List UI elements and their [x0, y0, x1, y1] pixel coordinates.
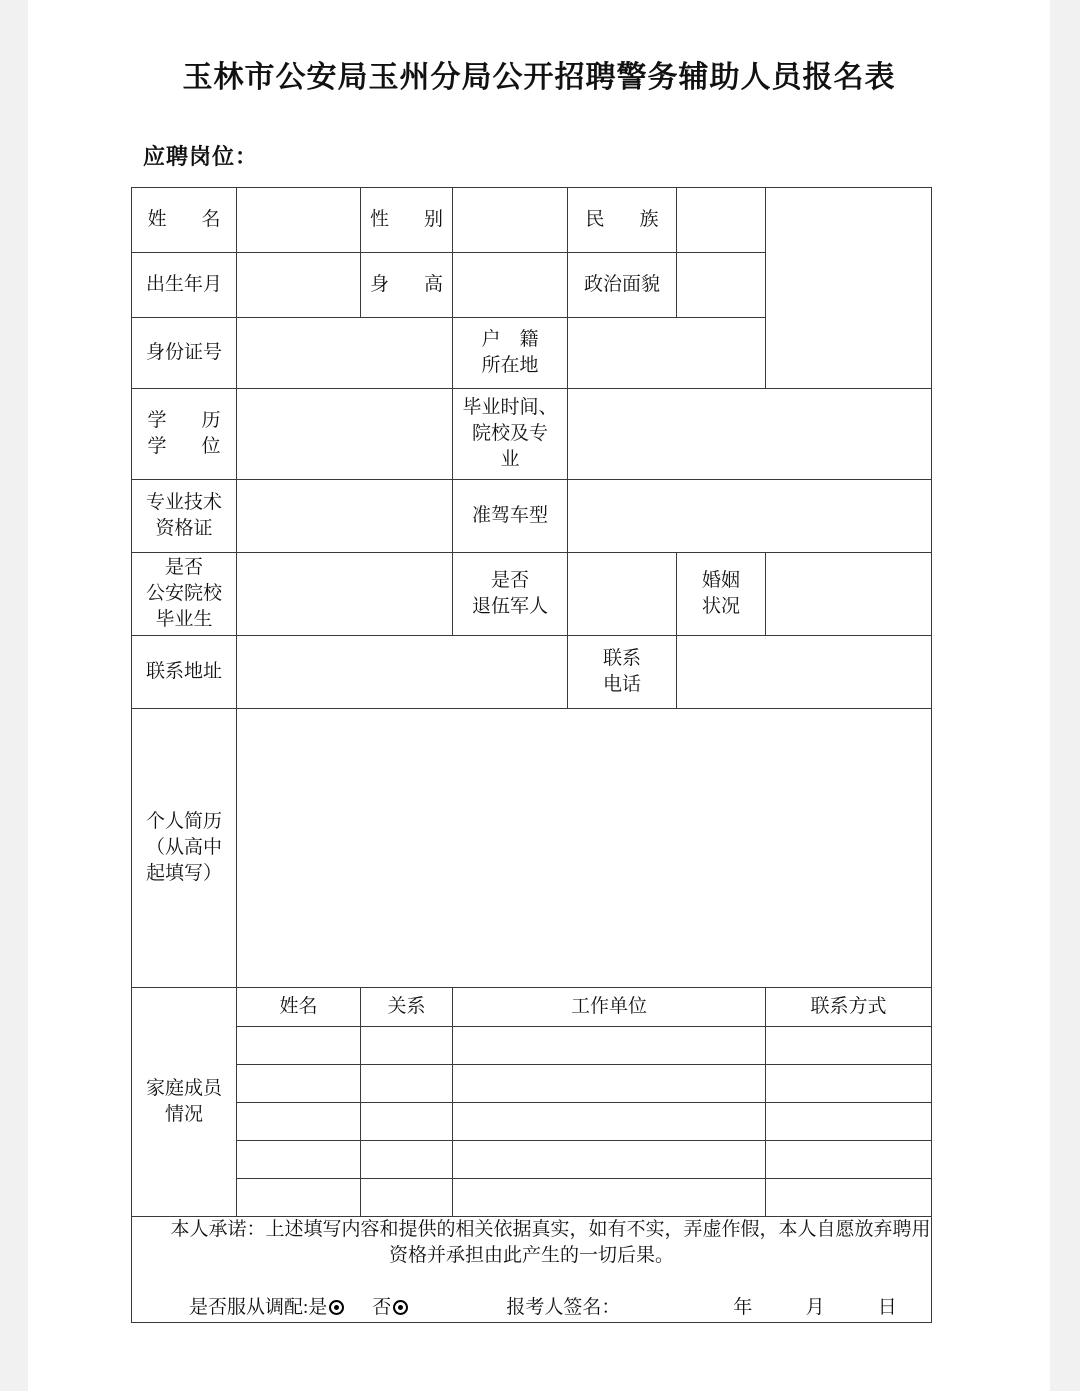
family-cell-workplace[interactable]	[453, 1141, 766, 1179]
label-personal-resume: 个人简历 （从高中 起填写）	[132, 709, 237, 988]
family-cell-workplace[interactable]	[453, 1103, 766, 1141]
field-police-academy-graduate[interactable]	[237, 553, 453, 636]
family-cell-name[interactable]	[237, 1103, 361, 1141]
declaration-block	[132, 1217, 932, 1323]
table-row-contact	[132, 636, 932, 709]
page-title: 玉林市公安局玉州分局公开招聘警务辅助人员报名表	[182, 61, 896, 94]
document-page	[28, 0, 1050, 1391]
declaration-footer	[132, 1269, 931, 1321]
family-cell-relation[interactable]	[361, 1179, 453, 1217]
family-cell-contact[interactable]	[766, 1179, 932, 1217]
family-cell-workplace[interactable]	[453, 1027, 766, 1065]
field-professional-cert[interactable]	[237, 480, 453, 553]
table-row-certificates	[132, 480, 932, 553]
table-row-education	[132, 389, 932, 480]
label-name: 姓 名	[132, 188, 237, 253]
label-birth-date: 出生年月	[132, 253, 237, 318]
field-education-degree[interactable]	[237, 389, 453, 480]
table-row-declaration	[132, 1217, 932, 1323]
registration-form-container	[28, 171, 1050, 1323]
date-fields-label: 年 月 日	[733, 1297, 914, 1319]
registration-form-table	[131, 187, 932, 1323]
label-marital-status: 婚姻 状况	[677, 553, 766, 636]
radio-no-icon[interactable]	[393, 1300, 408, 1315]
assignment-question: 是否服从调配:是 否	[189, 1295, 410, 1321]
field-driving-license-type[interactable]	[568, 480, 932, 553]
family-cell-contact[interactable]	[766, 1027, 932, 1065]
field-ethnicity[interactable]	[677, 188, 766, 253]
field-household-registration[interactable]	[568, 318, 766, 389]
radio-yes-icon[interactable]	[329, 1300, 344, 1315]
family-header-workplace: 工作单位	[453, 988, 766, 1027]
label-police-academy-graduate: 是否 公安院校 毕业生	[132, 553, 237, 636]
label-driving-license-type: 准驾车型	[453, 480, 568, 553]
table-row-resume	[132, 709, 932, 988]
family-cell-name[interactable]	[237, 1179, 361, 1217]
field-birth-date[interactable]	[237, 253, 361, 318]
table-row-family-member	[132, 1027, 932, 1065]
field-marital-status[interactable]	[766, 553, 932, 636]
option-no-label: 否	[372, 1297, 392, 1319]
family-header-relation: 关系	[361, 988, 453, 1027]
label-height: 身 高	[361, 253, 453, 318]
label-household-registration: 户 籍 所在地	[453, 318, 568, 389]
family-cell-workplace[interactable]	[453, 1179, 766, 1217]
label-veteran: 是否 退伍军人	[453, 553, 568, 636]
signature-label: 报考人签名：	[506, 1297, 621, 1319]
label-family-members: 家庭成员 情况	[132, 988, 237, 1217]
field-veteran[interactable]	[568, 553, 677, 636]
applied-position-label: 应聘岗位：	[143, 144, 259, 169]
family-cell-contact[interactable]	[766, 1103, 932, 1141]
family-cell-workplace[interactable]	[453, 1065, 766, 1103]
family-cell-contact[interactable]	[766, 1065, 932, 1103]
table-row-family-member	[132, 1103, 932, 1141]
field-graduation-info[interactable]	[568, 389, 932, 480]
label-ethnicity: 民 族	[568, 188, 677, 253]
family-header-contact: 联系方式	[766, 988, 932, 1027]
family-cell-contact[interactable]	[766, 1141, 932, 1179]
table-row-family-member	[132, 1179, 932, 1217]
field-contact-phone[interactable]	[677, 636, 932, 709]
family-header-name: 姓名	[237, 988, 361, 1027]
field-political-status[interactable]	[677, 253, 766, 318]
label-id-number: 身份证号	[132, 318, 237, 389]
field-gender[interactable]	[453, 188, 568, 253]
label-gender: 性 别	[361, 188, 453, 253]
table-row-basic-1	[132, 188, 932, 253]
table-row-status	[132, 553, 932, 636]
label-contact-phone: 联系 电话	[568, 636, 677, 709]
table-row-family-header	[132, 988, 932, 1027]
option-yes-label: 是	[308, 1297, 328, 1319]
field-id-number[interactable]	[237, 318, 453, 389]
field-contact-address[interactable]	[237, 636, 568, 709]
field-name[interactable]	[237, 188, 361, 253]
family-cell-name[interactable]	[237, 1141, 361, 1179]
table-row-family-member	[132, 1065, 932, 1103]
table-row-family-member	[132, 1141, 932, 1179]
field-photo[interactable]	[766, 188, 932, 389]
label-political-status: 政治面貌	[568, 253, 677, 318]
family-cell-relation[interactable]	[361, 1103, 453, 1141]
label-education-degree: 学 历 学 位	[132, 389, 237, 480]
declaration-text: 本人承诺：上述填写内容和提供的相关依据真实，如有不实，弄虚作假，本人自愿放弃聘用资格并承担由此产生的一切后果。	[170, 1219, 931, 1267]
family-cell-relation[interactable]	[361, 1141, 453, 1179]
field-personal-resume[interactable]	[237, 709, 932, 988]
family-cell-relation[interactable]	[361, 1065, 453, 1103]
family-cell-name[interactable]	[237, 1027, 361, 1065]
family-cell-relation[interactable]	[361, 1027, 453, 1065]
family-cell-name[interactable]	[237, 1065, 361, 1103]
label-professional-cert: 专业技术 资格证	[132, 480, 237, 553]
field-height[interactable]	[453, 253, 568, 318]
label-graduation-info: 毕业时间、 院校及专 业	[453, 389, 568, 480]
label-contact-address: 联系地址	[132, 636, 237, 709]
